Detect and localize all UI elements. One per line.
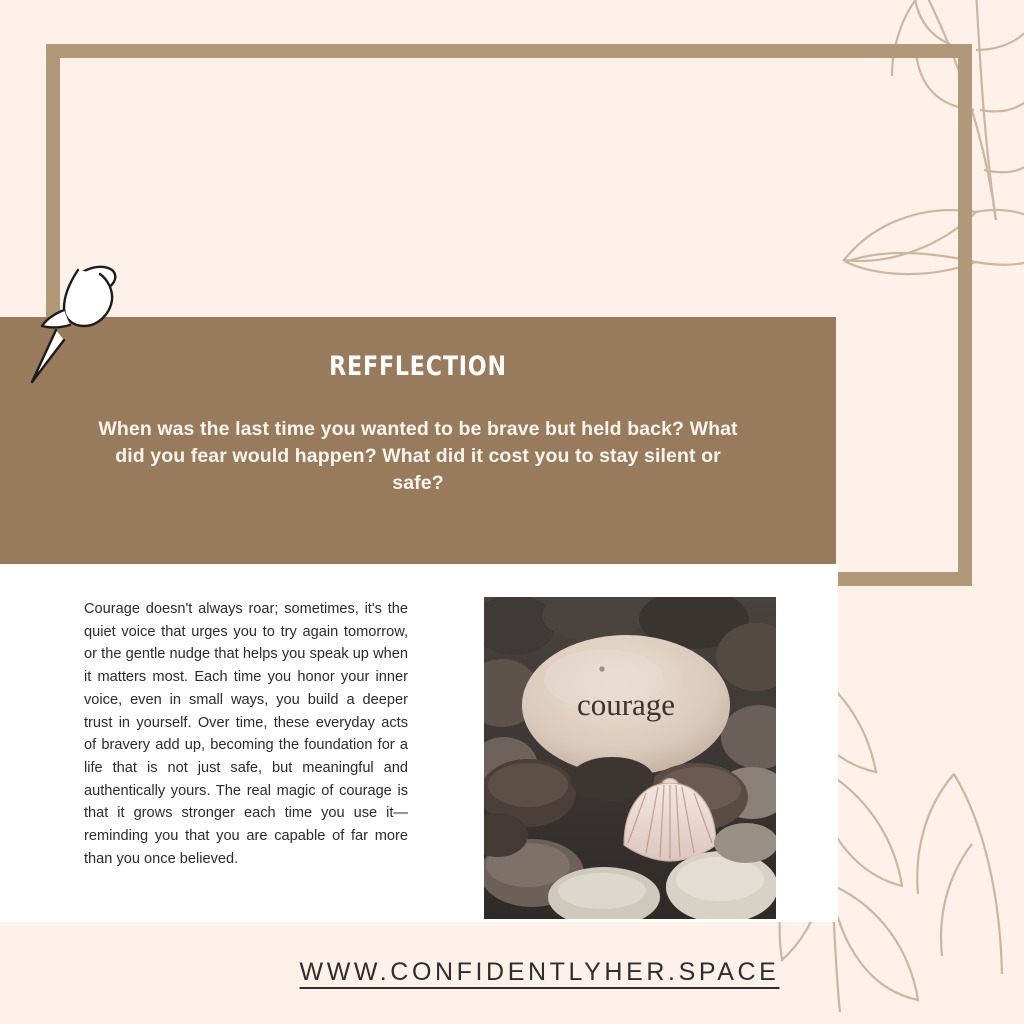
footer-url-text[interactable]: WWW.CONFIDENTLYHER.SPACE bbox=[299, 958, 780, 986]
pushpin-icon bbox=[20, 248, 130, 388]
courage-photo bbox=[484, 597, 776, 919]
body-paragraph: Courage doesn't always roar; sometimes, it's the quiet voice that urges you to try again tomorrow, or the gentle nudge that helps you speak up when it matters most. Each time you honor your inner voice, even in small ways, you build a deeper trust in yourself. Over time, these everyday acts of bravery add up, becoming the foundation for a life that is not just safe, but meaningful and authentically yours. The real magic of courage is that it grows stronger each time you use it—reminding you that you are capable of far more than you once believed. bbox=[84, 601, 408, 867]
footer-url[interactable] bbox=[0, 958, 1024, 987]
courage-photo-illustration bbox=[484, 597, 776, 919]
banner-title: REFFLECTION bbox=[329, 351, 507, 382]
banner-prompt: When was the last time you wanted to be brave but held back? What did you fear would happen? What did it cost you to stay silent or safe? bbox=[98, 418, 738, 494]
stone-word: courage bbox=[576, 687, 676, 722]
